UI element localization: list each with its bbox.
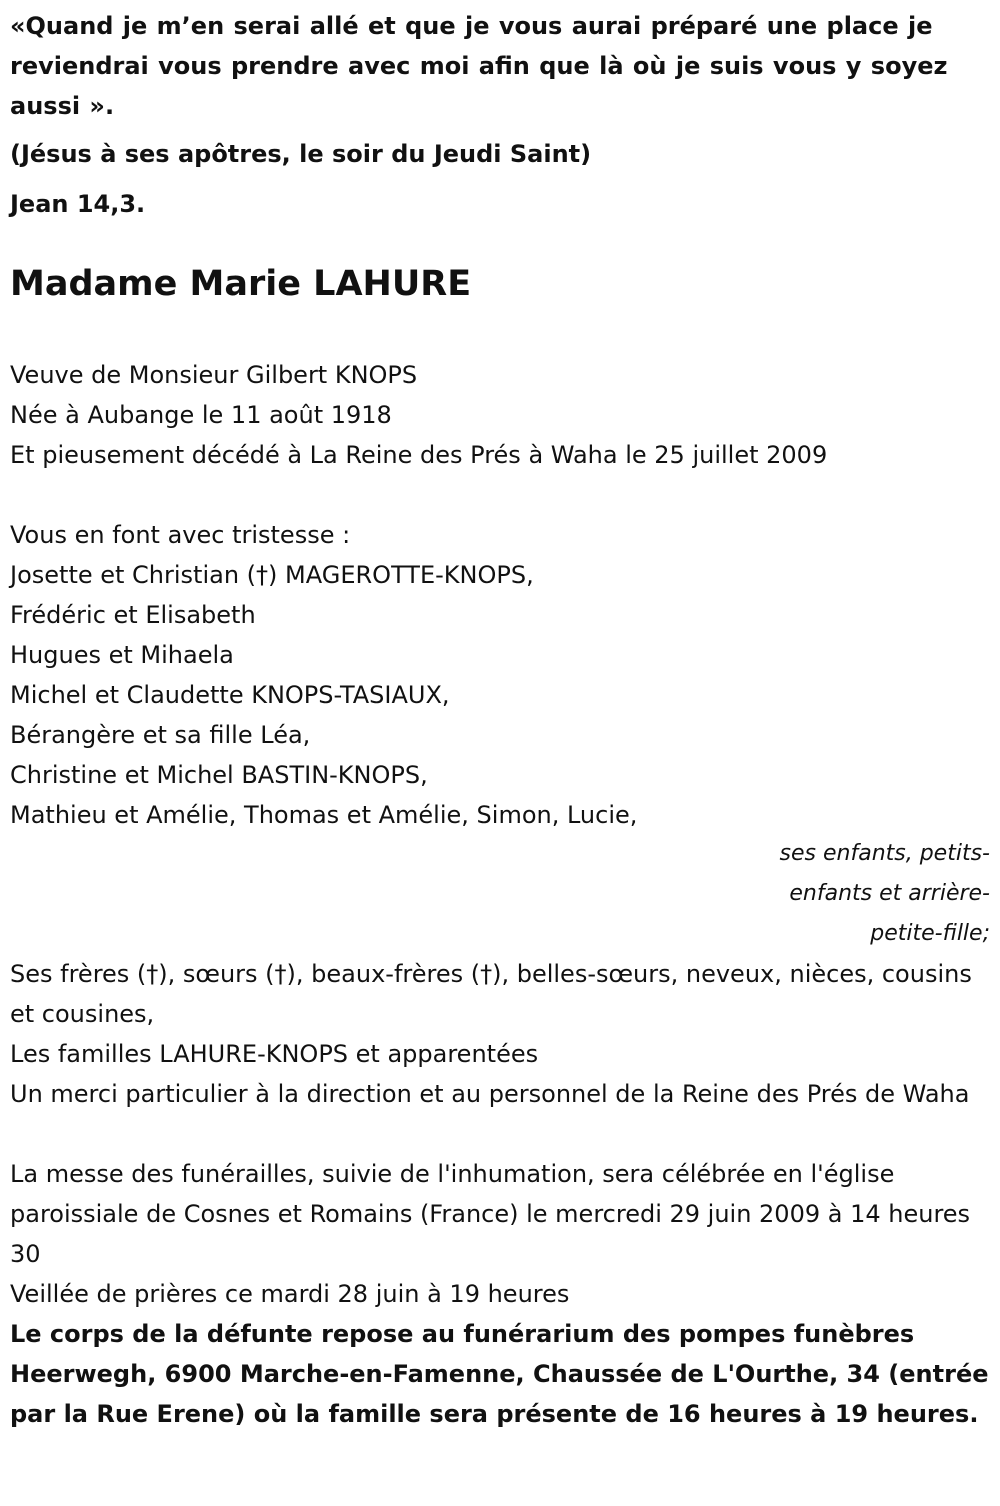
detail-death: Et pieusement décédé à La Reine des Prés à Waha le 25 juillet 2009: [10, 441, 828, 469]
quote-section: [10, 6, 990, 224]
detail-birth: Née à Aubange le 11 août 1918: [10, 401, 392, 429]
bible-quote: «Quand je m’en serai allé et que je vous aurai préparé une place je reviendrai vous prendre avec moi afin que là où je suis vous y soyez aussi ».: [10, 12, 948, 120]
thanks-line: Un merci particulier à la direction et au personnel de la Reine des Prés de Waha: [10, 1080, 970, 1108]
family-line: Frédéric et Elisabeth: [10, 601, 256, 629]
deceased-details: [10, 355, 990, 475]
family-line: Michel et Claudette KNOPS-TASIAUX,: [10, 681, 450, 709]
family-line: Josette et Christian (†) MAGEROTTE-KNOPS,: [10, 561, 534, 589]
detail-widow: Veuve de Monsieur Gilbert KNOPS: [10, 361, 418, 389]
family-line: Christine et Michel BASTIN-KNOPS,: [10, 761, 428, 789]
family-intro: Vous en font avec tristesse :: [10, 521, 351, 549]
deceased-name: Madame Marie LAHURE: [10, 264, 472, 304]
quote-reference: Jean 14,3.: [10, 190, 146, 218]
ceremony-section: [10, 1154, 990, 1314]
family-roles: ses enfants, petits-enfants et arrière-petite-fille;: [779, 841, 990, 946]
prayer-vigil: Veillée de prières ce mardi 28 juin à 19 heures: [10, 1280, 570, 1308]
relatives-families: Les familles LAHURE-KNOPS et apparentées: [10, 1040, 539, 1068]
family-section: [10, 515, 990, 835]
family-line: Bérangère et sa fille Léa,: [10, 721, 311, 749]
other-relatives: [10, 954, 990, 1114]
relatives-line: Ses frères (†), sœurs (†), beaux-frères (†), belles-sœurs, neveux, nièces, cousins et cousines,: [10, 960, 972, 1028]
quote-source: (Jésus à ses apôtres, le soir du Jeudi Saint): [10, 140, 592, 168]
family-line: Mathieu et Amélie, Thomas et Amélie, Simon, Lucie,: [10, 801, 638, 829]
family-line: Hugues et Mihaela: [10, 641, 234, 669]
funeral-home-notice: Le corps de la défunte repose au funérarium des pompes funèbres Heerwegh, 6900 Marche-en-Famenne, Chaussée de L'Ourthe, 34 (entrée par la Rue Erene) où la famille sera présente de 16 heures à 19 heures.: [10, 1320, 989, 1428]
funeral-mass: La messe des funérailles, suivie de l'inhumation, sera célébrée en l'église paroissiale de Cosnes et Romains (France) le mercredi 29 juin 2009 à 14 heures 30: [10, 1160, 971, 1268]
